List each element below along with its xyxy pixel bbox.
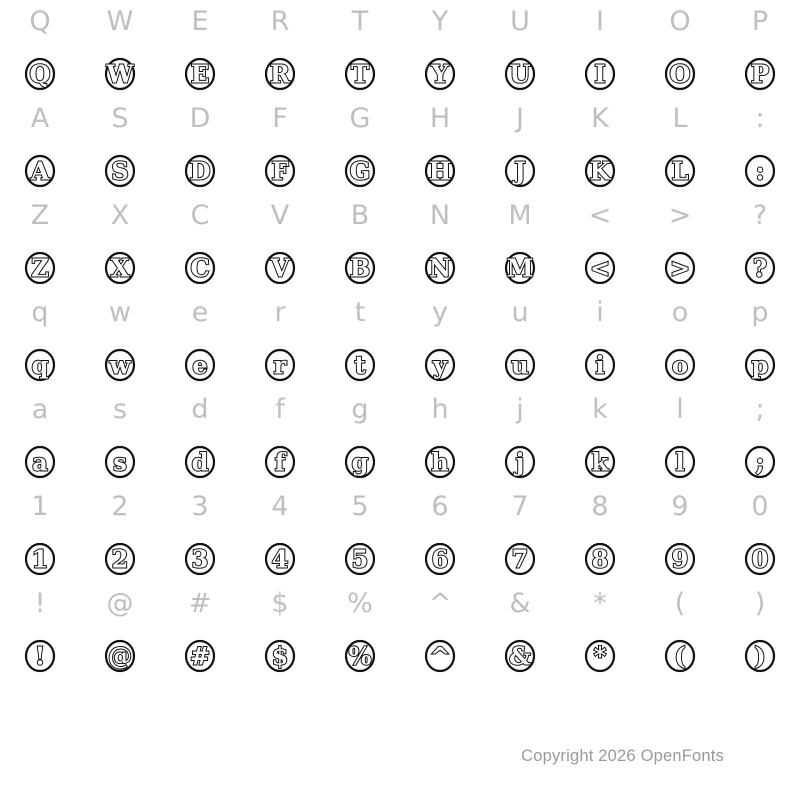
glyph-cell[interactable] [560, 489, 640, 586]
font-glyph [720, 341, 800, 387]
glyph-cell[interactable] [480, 295, 560, 392]
font-glyph [720, 147, 800, 193]
key-label: X [110, 199, 130, 231]
glyph-text: Z [31, 253, 49, 283]
key-label: D [189, 102, 211, 134]
key-label: 9 [671, 490, 689, 522]
glyph-cell[interactable] [80, 101, 160, 198]
font-glyph [560, 632, 640, 678]
glyph-text: D [189, 156, 211, 186]
font-glyph [320, 147, 400, 193]
glyph-cell[interactable] [400, 4, 480, 101]
font-glyph [80, 147, 160, 193]
glyph-cell[interactable] [80, 586, 160, 683]
glyph-cell[interactable] [240, 4, 320, 101]
key-label: 8 [591, 490, 609, 522]
copyright-notice: Copyright 2026 OpenFonts [521, 747, 724, 765]
glyph-cell[interactable] [720, 586, 800, 683]
glyph-cell[interactable] [80, 392, 160, 489]
key-label: e [191, 296, 209, 328]
glyph-cell[interactable] [640, 489, 720, 586]
glyph-cell[interactable] [80, 489, 160, 586]
glyph-cell[interactable] [320, 198, 400, 295]
glyph-text: F [271, 156, 289, 186]
font-glyph [400, 50, 480, 96]
glyph-text: p [751, 350, 769, 380]
glyph-text: 5 [351, 544, 369, 574]
glyph-cell[interactable] [480, 198, 560, 295]
glyph-text: ; [755, 447, 765, 477]
font-glyph [0, 244, 80, 290]
key-label: E [191, 5, 209, 37]
font-glyph [720, 244, 800, 290]
glyph-cell[interactable] [560, 101, 640, 198]
glyph-text: l [675, 447, 685, 477]
key-label: # [188, 587, 212, 619]
glyph-text: E [190, 59, 210, 89]
glyph-cell[interactable] [560, 4, 640, 101]
glyph-cell[interactable] [720, 489, 800, 586]
key-label: K [591, 102, 609, 134]
key-label: M [508, 199, 532, 231]
font-glyph [720, 632, 800, 678]
glyph-text: y [433, 350, 447, 380]
font-glyph [320, 632, 400, 678]
font-glyph [400, 438, 480, 484]
glyph-text: T [351, 59, 369, 89]
font-glyph [320, 244, 400, 290]
font-glyph [80, 50, 160, 96]
font-glyph [400, 244, 480, 290]
key-label: 3 [191, 490, 209, 522]
glyph-cell[interactable] [80, 295, 160, 392]
key-label: ( [674, 587, 686, 619]
key-label: L [672, 102, 688, 134]
glyph-text: > [669, 253, 691, 283]
key-label: y [432, 296, 448, 328]
glyph-cell[interactable] [240, 489, 320, 586]
glyph-cell[interactable] [480, 392, 560, 489]
key-label: V [270, 199, 290, 231]
font-glyph [160, 244, 240, 290]
glyph-cell[interactable] [240, 198, 320, 295]
key-label: I [596, 5, 604, 37]
glyph-cell[interactable] [0, 586, 80, 683]
font-glyph [80, 632, 160, 678]
key-label: t [354, 296, 366, 328]
glyph-text: i [595, 350, 605, 380]
glyph-text: A [30, 156, 50, 186]
font-glyph [640, 244, 720, 290]
glyph-text: * [593, 641, 607, 671]
glyph-text: ! [34, 641, 46, 671]
font-glyph [0, 632, 80, 678]
glyph-text: 9 [671, 544, 689, 574]
font-glyph [480, 632, 560, 678]
glyph-text: Q [29, 59, 51, 89]
glyph-cell[interactable] [400, 101, 480, 198]
glyph-text: u [511, 350, 529, 380]
glyph-text: $ [271, 641, 289, 671]
font-glyph [720, 50, 800, 96]
glyph-text: < [589, 253, 611, 283]
font-glyph [640, 438, 720, 484]
key-label: Z [30, 199, 50, 231]
glyph-text: k [591, 447, 609, 477]
glyph-cell[interactable] [560, 392, 640, 489]
font-glyph [400, 535, 480, 581]
font-glyph [320, 50, 400, 96]
font-glyph [0, 438, 80, 484]
glyph-cell[interactable] [480, 586, 560, 683]
glyph-cell[interactable] [640, 392, 720, 489]
key-label: a [31, 393, 49, 425]
key-label: s [112, 393, 128, 425]
key-label: i [596, 296, 604, 328]
key-label: P [751, 5, 769, 37]
glyph-text: G [349, 156, 371, 186]
glyph-text: V [270, 253, 290, 283]
key-label: j [516, 393, 524, 425]
key-label: l [676, 393, 684, 425]
key-label: Y [431, 5, 449, 37]
glyph-text: P [750, 59, 770, 89]
key-label: & [509, 587, 531, 619]
glyph-text: L [671, 156, 689, 186]
glyph-cell[interactable] [640, 198, 720, 295]
glyph-text: X [110, 253, 130, 283]
font-glyph [0, 147, 80, 193]
glyph-cell[interactable] [320, 101, 400, 198]
key-label: 0 [751, 490, 769, 522]
font-glyph [320, 535, 400, 581]
font-glyph [240, 147, 320, 193]
glyph-text: O [669, 59, 691, 89]
glyph-cell[interactable] [160, 392, 240, 489]
glyph-cell[interactable] [400, 489, 480, 586]
font-glyph [640, 632, 720, 678]
glyph-text: S [111, 156, 129, 186]
glyph-cell[interactable] [0, 198, 80, 295]
glyph-cell[interactable] [720, 392, 800, 489]
glyph-text: g [351, 447, 369, 477]
glyph-text: 7 [511, 544, 529, 574]
key-label: > [668, 199, 692, 231]
glyph-text: h [431, 447, 449, 477]
key-label: u [511, 296, 529, 328]
key-label: N [429, 199, 451, 231]
glyph-cell[interactable] [80, 4, 160, 101]
glyph-cell[interactable] [240, 392, 320, 489]
key-label: J [516, 102, 524, 134]
key-label: C [190, 199, 210, 231]
key-label: R [270, 5, 290, 37]
glyph-text: 6 [431, 544, 449, 574]
font-glyph [400, 632, 480, 678]
font-glyph [160, 50, 240, 96]
font-glyph [560, 438, 640, 484]
glyph-cell[interactable] [160, 295, 240, 392]
key-label: : [755, 102, 765, 134]
key-label: S [111, 102, 129, 134]
glyph-text: t [354, 350, 366, 380]
font-glyph [480, 535, 560, 581]
glyph-text: ? [752, 253, 768, 283]
glyph-text: C [190, 253, 210, 283]
glyph-text: 8 [591, 544, 609, 574]
glyph-cell[interactable] [640, 295, 720, 392]
glyph-cell[interactable] [720, 295, 800, 392]
font-glyph [400, 341, 480, 387]
font-glyph [240, 632, 320, 678]
font-glyph [560, 244, 640, 290]
glyph-cell[interactable] [400, 392, 480, 489]
glyph-text: ) [754, 641, 766, 671]
glyph-cell[interactable] [0, 4, 80, 101]
font-glyph [400, 147, 480, 193]
glyph-cell[interactable] [80, 198, 160, 295]
glyph-text: # [189, 641, 211, 671]
glyph-text: : [755, 156, 765, 186]
font-glyph [80, 438, 160, 484]
key-label: U [510, 5, 530, 37]
key-label: p [751, 296, 769, 328]
glyph-text: a [32, 447, 48, 477]
glyph-text: q [31, 350, 49, 380]
font-glyph [160, 341, 240, 387]
glyph-cell[interactable] [160, 489, 240, 586]
key-label: < [588, 199, 612, 231]
glyph-cell[interactable] [320, 4, 400, 101]
font-glyph [240, 244, 320, 290]
key-label: T [351, 5, 369, 37]
key-label: 5 [351, 490, 369, 522]
glyph-text: r [273, 350, 287, 380]
glyph-text: w [109, 350, 131, 380]
glyph-text: e [192, 350, 208, 380]
glyph-cell[interactable] [160, 4, 240, 101]
font-glyph [160, 147, 240, 193]
glyph-cell[interactable] [720, 4, 800, 101]
key-label: q [31, 296, 49, 328]
glyph-cell[interactable] [560, 198, 640, 295]
glyph-cell[interactable] [320, 392, 400, 489]
font-glyph [480, 341, 560, 387]
glyph-cell[interactable] [720, 101, 800, 198]
key-label: 4 [271, 490, 289, 522]
glyph-cell[interactable] [640, 586, 720, 683]
key-label: Q [29, 5, 51, 37]
glyph-text: 2 [111, 544, 129, 574]
glyph-cell[interactable] [480, 489, 560, 586]
glyph-text: d [191, 447, 209, 477]
key-label: ^ [428, 587, 452, 619]
glyph-text: & [509, 641, 531, 671]
glyph-text: o [671, 350, 689, 380]
key-label: 6 [431, 490, 449, 522]
font-glyph [0, 535, 80, 581]
font-glyph [240, 535, 320, 581]
glyph-text: N [429, 253, 451, 283]
glyph-cell[interactable] [320, 295, 400, 392]
key-label: ; [755, 393, 765, 425]
glyph-cell[interactable] [400, 198, 480, 295]
font-glyph [480, 244, 560, 290]
font-glyph [0, 50, 80, 96]
glyph-text: 0 [751, 544, 769, 574]
font-glyph [560, 341, 640, 387]
font-glyph [80, 341, 160, 387]
glyph-text: 1 [31, 544, 49, 574]
key-label: 1 [31, 490, 49, 522]
font-glyph [640, 147, 720, 193]
glyph-cell[interactable] [160, 586, 240, 683]
key-label: O [669, 5, 691, 37]
font-glyph [560, 535, 640, 581]
glyph-text: 3 [191, 544, 209, 574]
glyph-cell[interactable] [400, 586, 480, 683]
key-label: @ [106, 587, 134, 619]
key-label: w [108, 296, 132, 328]
key-label: % [347, 587, 373, 619]
key-label: 7 [511, 490, 529, 522]
glyph-text: @ [108, 641, 132, 671]
key-label: o [671, 296, 689, 328]
key-label: ) [754, 587, 766, 619]
font-glyph [160, 632, 240, 678]
key-label: B [350, 199, 370, 231]
glyph-cell[interactable] [160, 101, 240, 198]
key-label: 2 [111, 490, 129, 522]
key-label: h [431, 393, 449, 425]
font-glyph [480, 50, 560, 96]
font-glyph [320, 438, 400, 484]
font-glyph [240, 341, 320, 387]
glyph-cell[interactable] [0, 101, 80, 198]
glyph-cell[interactable] [640, 101, 720, 198]
key-label: g [351, 393, 369, 425]
glyph-text: ( [674, 641, 686, 671]
glyph-cell[interactable] [0, 392, 80, 489]
glyph-cell[interactable] [240, 101, 320, 198]
font-glyph [720, 438, 800, 484]
glyph-cell[interactable] [0, 489, 80, 586]
key-label: H [429, 102, 451, 134]
glyph-text: Y [431, 59, 449, 89]
font-glyph [320, 341, 400, 387]
key-label: W [106, 5, 134, 37]
glyph-cell[interactable] [560, 586, 640, 683]
glyph-cell[interactable] [240, 295, 320, 392]
glyph-cell[interactable] [240, 586, 320, 683]
font-glyph [160, 438, 240, 484]
glyph-cell[interactable] [0, 295, 80, 392]
key-label: k [592, 393, 608, 425]
font-glyph [640, 50, 720, 96]
glyph-text: I [594, 59, 606, 89]
glyph-text: f [274, 447, 286, 477]
glyph-cell[interactable] [640, 4, 720, 101]
glyph-cell[interactable] [480, 4, 560, 101]
glyph-text: U [509, 59, 531, 89]
glyph-text: H [428, 156, 452, 186]
glyph-cell[interactable] [400, 295, 480, 392]
font-glyph [240, 438, 320, 484]
key-label: d [191, 393, 209, 425]
glyph-cell[interactable] [160, 198, 240, 295]
key-label: ? [752, 199, 768, 231]
key-label: A [30, 102, 50, 134]
key-label: $ [271, 587, 289, 619]
glyph-text: % [348, 641, 372, 671]
glyph-text: R [270, 59, 290, 89]
font-glyph [640, 535, 720, 581]
font-glyph [240, 50, 320, 96]
glyph-text: K [589, 156, 611, 186]
glyph-cell[interactable] [560, 295, 640, 392]
glyph-text: M [506, 253, 534, 283]
key-label: F [272, 102, 288, 134]
font-glyph [80, 244, 160, 290]
glyph-text: s [113, 447, 127, 477]
glyph-cell[interactable] [320, 586, 400, 683]
glyph-text: B [349, 253, 371, 283]
font-glyph [0, 341, 80, 387]
glyph-text: j [515, 447, 525, 477]
key-label: ! [34, 587, 46, 619]
font-glyph [480, 438, 560, 484]
glyph-text: 4 [271, 544, 289, 574]
font-glyph [80, 535, 160, 581]
glyph-cell[interactable] [720, 198, 800, 295]
key-label: f [275, 393, 285, 425]
key-label: * [593, 587, 607, 619]
glyph-text: ^ [429, 641, 451, 671]
glyph-text: J [514, 156, 526, 186]
font-glyph [160, 535, 240, 581]
font-glyph [560, 147, 640, 193]
font-glyph [640, 341, 720, 387]
glyph-cell[interactable] [320, 489, 400, 586]
glyph-text: W [106, 59, 134, 89]
key-label: r [274, 296, 286, 328]
font-glyph [560, 50, 640, 96]
glyph-cell[interactable] [480, 101, 560, 198]
key-label: G [349, 102, 371, 134]
font-glyph [720, 535, 800, 581]
font-glyph [480, 147, 560, 193]
